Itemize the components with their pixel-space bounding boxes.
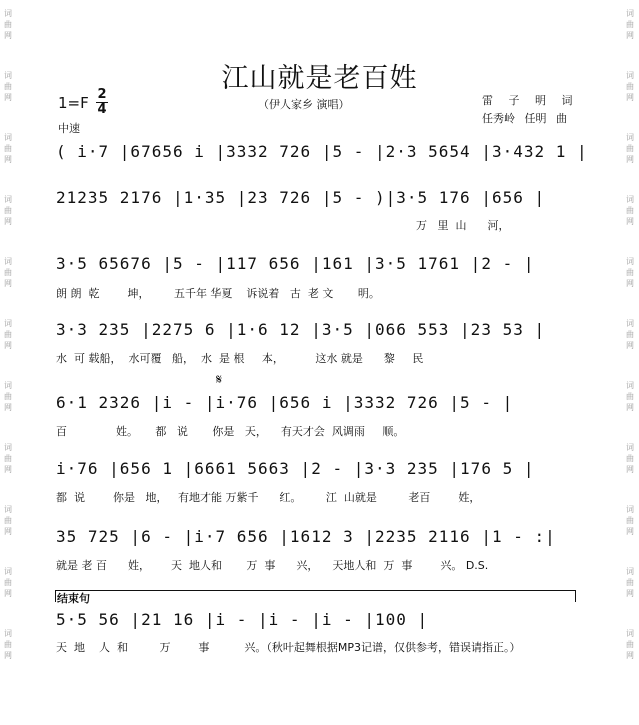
ending-bracket-right [575,590,576,602]
watermark-glyphs: 词 曲 网 [4,629,12,660]
watermark-glyphs: 词 曲 网 [626,9,634,40]
watermark-glyphs: 词 曲 网 [4,319,12,350]
watermark-glyphs: 词 曲 网 [4,195,12,226]
watermark-glyphs: 词 曲 网 [4,257,12,288]
tempo-marking: 中速 [58,122,80,135]
lyrics-line: 朗 朗 乾 坤， 五千年 华夏 诉说着 古 老 文 明。 [56,287,380,300]
watermark-glyphs: 词 曲 网 [4,71,12,102]
watermark-glyphs: 词 曲 网 [626,319,634,350]
singer-credit: （伊人家乡 演唱） [258,98,350,111]
lyricist-credit: 雷 子 明 词 [482,94,573,107]
watermark-glyphs: 词 曲 网 [626,133,634,164]
watermark-glyphs: 词 曲 网 [4,381,12,412]
watermark-glyphs: 词 曲 网 [626,505,634,536]
watermark-glyphs: 词 曲 网 [4,443,12,474]
watermark-glyphs: 词 曲 网 [626,195,634,226]
segno-sign: 𝄋 [216,372,223,388]
time-signature [95,88,109,117]
notation-line: 35 725 |6 - |i·7 656 |1612 3 |2235 2116 |1 - :| [56,527,556,546]
time-signature-top: 2 [97,87,107,102]
lyrics-line: 百 姓。 都 说 你是 天， 有天才会 风调雨 顺。 [56,425,405,438]
watermark-glyphs: 词 曲 网 [4,505,12,536]
lyrics-line: 就是 老 百 姓， 天 地人和 万 事 兴， 天地人和 万 事 兴。 D.S. [56,559,489,572]
notation-line: 3·5 65676 |5 - |117 656 |161 |3·5 1761 |2 - | [56,254,535,273]
watermark-glyphs: 词 曲 网 [626,381,634,412]
watermark-glyphs: 词 曲 网 [626,71,634,102]
lyrics-line: 都 说 你是 地， 有地才能 万紫千 红。 江 山就是 老百 姓， [56,491,481,504]
watermark-glyphs: 词 曲 网 [626,443,634,474]
watermark-glyphs: 词 曲 网 [626,629,634,660]
notation-line: i·76 |656 1 |6661 5663 |2 - |3·3 235 |176 5 | [56,459,535,478]
notation-line: 5·5 56 |21 16 |i - |i - |i - |100 | [56,610,429,629]
watermark-glyphs: 词 曲 网 [626,567,634,598]
composer-credit: 任秀岭 任明 曲 [482,112,567,125]
watermark-glyphs: 词 曲 网 [626,257,634,288]
lyrics-line: 天 地 人 和 万 事 兴。（秋叶起舞根据MP3记谱，仅供参考，错误请指正。） [56,641,521,654]
lyrics-line: 水 可 载船， 水可覆 船， 水 是 根 本， 这水 就是 黎 民 [56,352,424,365]
ending-bracket-left [55,590,56,602]
watermark-glyphs: 词 曲 网 [4,9,12,40]
song-title: 江山就是老百姓 [221,63,418,94]
ending-bracket-line [55,590,575,591]
ending-label: 结束句 [57,592,90,605]
notation-line: 21235 2176 |1·35 |23 726 |5 - )|3·5 176 |656 | [56,188,546,207]
notation-line: 3·3 235 |2275 6 |1·6 12 |3·5 |066 553 |23 53 | [56,320,546,339]
watermark-glyphs: 词 曲 网 [4,133,12,164]
notation-line: ( i·7 |67656 i |3332 726 |5 - |2·3 5654 |3·432 1 | [56,142,588,161]
lyrics-line: 万 里 山 河， [416,219,510,232]
notation-line: 6·1 2326 |i - |i·76 |656 i |3332 726 |5 - | [56,393,514,412]
time-signature-bottom: 4 [97,102,107,117]
watermark-glyphs: 词 曲 网 [4,567,12,598]
key-signature: 1=F [58,94,89,112]
